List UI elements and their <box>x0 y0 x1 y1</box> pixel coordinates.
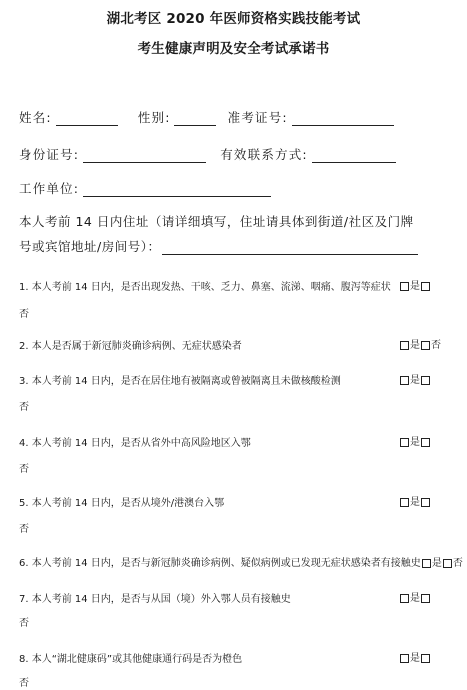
question-4: 4. 本人考前 14 日内，是否从省外中高风险地区入鄂 <box>19 438 251 449</box>
name-label: 姓名: <box>19 110 52 125</box>
checkbox-icon[interactable] <box>400 438 409 447</box>
question-8: 8. 本人“湖北健康码”或其他健康通行码是否为橙色 <box>19 654 243 665</box>
checkbox-icon[interactable] <box>421 654 430 663</box>
question-2: 2. 本人是否属于新冠肺炎确诊病例、无症状感染者 <box>19 341 242 352</box>
checkbox-icon[interactable] <box>421 498 430 507</box>
work-row <box>19 179 271 197</box>
question-7-options[interactable]: 是 <box>399 589 431 604</box>
name-field[interactable] <box>56 111 118 126</box>
ticket-field[interactable] <box>292 111 394 126</box>
gender-field[interactable] <box>174 111 216 126</box>
question-4-options[interactable]: 是 <box>399 433 431 448</box>
question-3-options[interactable]: 是 <box>399 371 431 386</box>
checkbox-icon[interactable] <box>400 498 409 507</box>
address-instruction-line1: 本人考前 14 日内住址（请详细填写，住址请具体到街道/社区及门牌 <box>19 214 414 229</box>
question-1-yes-option[interactable]: 是 <box>399 277 431 292</box>
contact-field[interactable] <box>312 148 396 163</box>
question-1: 1. 本人考前 14 日内，是否出现发热、干咳、乏力、鼻塞、流涕、咽痛、腹泻等症状 <box>19 282 391 293</box>
checkbox-icon[interactable] <box>421 341 430 350</box>
document-title: 湖北考区 2020 年医师资格实践技能考试 <box>106 11 361 27</box>
checkbox-icon[interactable] <box>421 282 430 291</box>
checkbox-icon[interactable] <box>400 654 409 663</box>
address-field[interactable] <box>162 240 418 255</box>
gender-label: 性别: <box>137 110 171 125</box>
question-3-no-option: 否 <box>19 402 29 413</box>
question-3: 3. 本人考前 14 日内，是否在居住地有被隔离或曾被隔离且未做核酸检测 <box>19 376 341 387</box>
question-6: 6. 本人考前 14 日内，是否与新冠肺炎确诊病例、疑似病例或已发现无症状感染者有接触史 是 否 <box>19 558 463 569</box>
checkbox-icon[interactable] <box>400 376 409 385</box>
checkbox-icon[interactable] <box>400 594 409 603</box>
checkbox-icon[interactable] <box>443 559 452 568</box>
work-field[interactable] <box>83 182 271 197</box>
checkbox-icon[interactable] <box>400 282 409 291</box>
question-5: 5. 本人考前 14 日内，是否从境外/港澳台入鄂 <box>19 498 225 509</box>
question-7-no-option: 否 <box>19 618 29 629</box>
question-1-no-option: 否 <box>19 309 29 320</box>
document-subtitle: 考生健康声明及安全考试承诺书 <box>137 41 330 57</box>
question-5-no-option: 否 <box>19 524 29 535</box>
checkbox-icon[interactable] <box>421 594 430 603</box>
work-label: 工作单位: <box>19 181 80 196</box>
question-4-no-option: 否 <box>19 464 29 475</box>
question-2-options[interactable]: 是 否 <box>399 336 441 351</box>
address-label: 号或宾馆地址/房间号）： <box>19 239 161 254</box>
checkbox-icon[interactable] <box>400 341 409 350</box>
checkbox-icon[interactable] <box>421 376 430 385</box>
id-field[interactable] <box>83 148 206 163</box>
id-label: 身份证号: <box>19 147 80 162</box>
question-8-options[interactable]: 是 <box>399 649 431 664</box>
ticket-label: 准考证号: <box>227 110 288 125</box>
personal-info-row <box>19 108 394 126</box>
checkbox-icon[interactable] <box>421 438 430 447</box>
id-contact-row <box>19 145 396 163</box>
question-5-options[interactable]: 是 <box>399 493 431 508</box>
question-7: 7. 本人考前 14 日内，是否与从国（境）外入鄂人员有接触史 <box>19 594 291 605</box>
contact-label: 有效联系方式: <box>220 147 308 162</box>
checkbox-icon[interactable] <box>422 559 431 568</box>
address-instruction-line2 <box>19 237 418 255</box>
question-8-no-option: 否 <box>19 678 29 689</box>
